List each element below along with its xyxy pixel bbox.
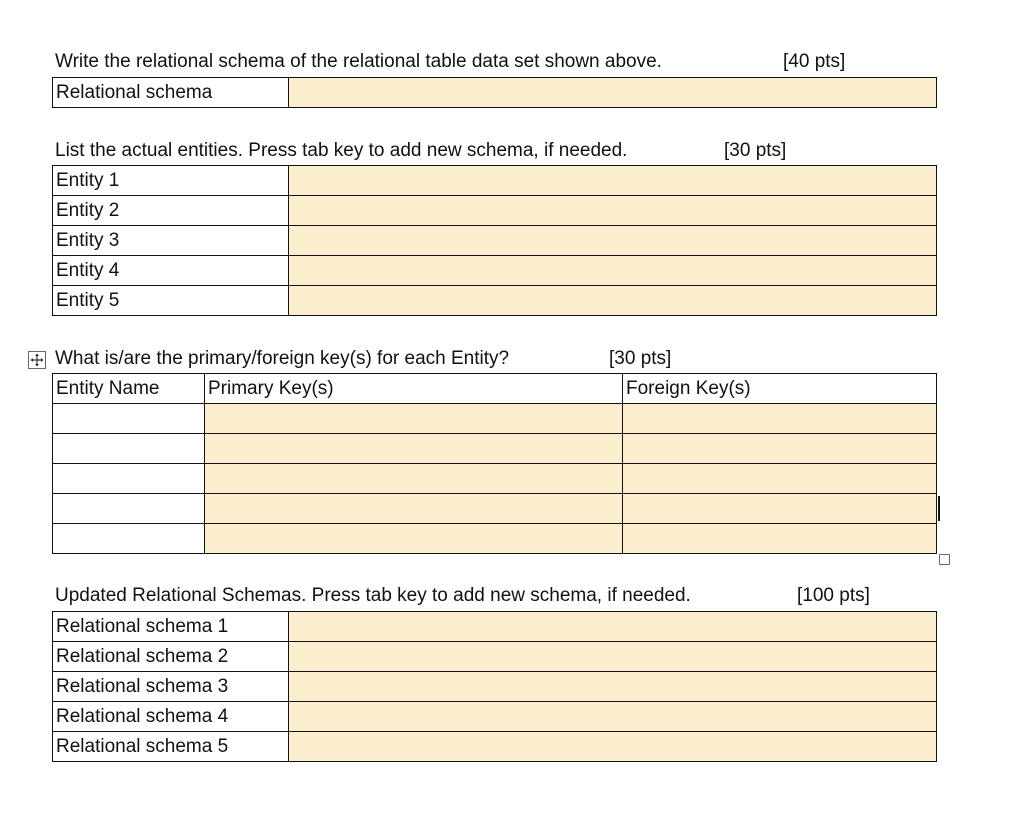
section2-points: [30 pts]	[724, 140, 787, 161]
table-row	[53, 286, 937, 316]
table-row	[53, 404, 937, 434]
entity-name-cell[interactable]	[53, 434, 205, 464]
primary-key-cell[interactable]	[205, 494, 623, 524]
primary-key-cell[interactable]	[205, 464, 623, 494]
section2-question: List the actual entities. Press tab key to add new schema, if needed.	[55, 140, 628, 161]
entity-name-cell[interactable]	[53, 464, 205, 494]
table-row	[53, 434, 937, 464]
section4-points: [100 pts]	[797, 585, 870, 606]
section4-question: Updated Relational Schemas. Press tab key to add new schema, if needed.	[55, 585, 691, 606]
row-label: Relational schema 5	[53, 732, 289, 762]
table-row	[53, 612, 937, 642]
table-row	[53, 642, 937, 672]
foreign-key-cell[interactable]	[623, 434, 937, 464]
table-row	[53, 732, 937, 762]
section1-points: [40 pts]	[783, 51, 846, 72]
row-label: Relational schema 2	[53, 642, 289, 672]
foreign-key-cell[interactable]	[623, 524, 937, 554]
answer-cell[interactable]	[289, 286, 937, 316]
updated-schemas-table	[52, 611, 937, 762]
section3-question: What is/are the primary/foreign key(s) for each Entity?	[55, 348, 510, 369]
answer-cell[interactable]	[289, 672, 937, 702]
answer-cell[interactable]	[289, 732, 937, 762]
header-foreign-keys: Foreign Key(s)	[623, 374, 937, 404]
table-row	[53, 78, 937, 108]
row-label: Relational schema 1	[53, 612, 289, 642]
header-entity-name: Entity Name	[53, 374, 205, 404]
answer-cell[interactable]	[289, 702, 937, 732]
entities-table	[52, 165, 937, 316]
row-label: Entity 3	[53, 226, 289, 256]
table-row	[53, 166, 937, 196]
row-label: Entity 4	[53, 256, 289, 286]
answer-cell[interactable]	[289, 226, 937, 256]
table-row	[53, 226, 937, 256]
table-row	[53, 494, 937, 524]
primary-key-cell[interactable]	[205, 404, 623, 434]
primary-key-cell[interactable]	[205, 524, 623, 554]
primary-key-cell[interactable]	[205, 434, 623, 464]
entity-name-cell[interactable]	[53, 404, 205, 434]
table-resize-handle-icon[interactable]	[939, 554, 950, 565]
row-label: Relational schema 4	[53, 702, 289, 732]
answer-cell[interactable]	[289, 642, 937, 672]
table-row	[53, 702, 937, 732]
table-row	[53, 256, 937, 286]
foreign-key-cell[interactable]	[623, 464, 937, 494]
header-primary-keys: Primary Key(s)	[205, 374, 623, 404]
foreign-key-cell[interactable]	[623, 404, 937, 434]
row-label: Relational schema 3	[53, 672, 289, 702]
row-label: Relational schema	[53, 78, 289, 108]
row-label: Entity 5	[53, 286, 289, 316]
answer-cell[interactable]	[289, 78, 937, 108]
table-row	[53, 464, 937, 494]
section1-question: Write the relational schema of the relational table data set shown above.	[55, 51, 662, 72]
table-move-handle-icon[interactable]	[28, 351, 46, 369]
table-row	[53, 672, 937, 702]
entity-name-cell[interactable]	[53, 524, 205, 554]
table-row	[53, 196, 937, 226]
entity-name-cell[interactable]	[53, 494, 205, 524]
row-label: Entity 2	[53, 196, 289, 226]
answer-cell[interactable]	[289, 166, 937, 196]
keys-table	[52, 373, 937, 554]
answer-cell[interactable]	[289, 196, 937, 226]
table-header-row	[53, 374, 937, 404]
foreign-key-cell[interactable]	[623, 494, 937, 524]
answer-cell[interactable]	[289, 256, 937, 286]
table-row	[53, 524, 937, 554]
text-caret	[938, 496, 940, 521]
move-arrows-icon	[30, 353, 44, 367]
relational-schema-table	[52, 77, 937, 108]
section3-points: [30 pts]	[609, 348, 672, 369]
row-label: Entity 1	[53, 166, 289, 196]
answer-cell[interactable]	[289, 612, 937, 642]
